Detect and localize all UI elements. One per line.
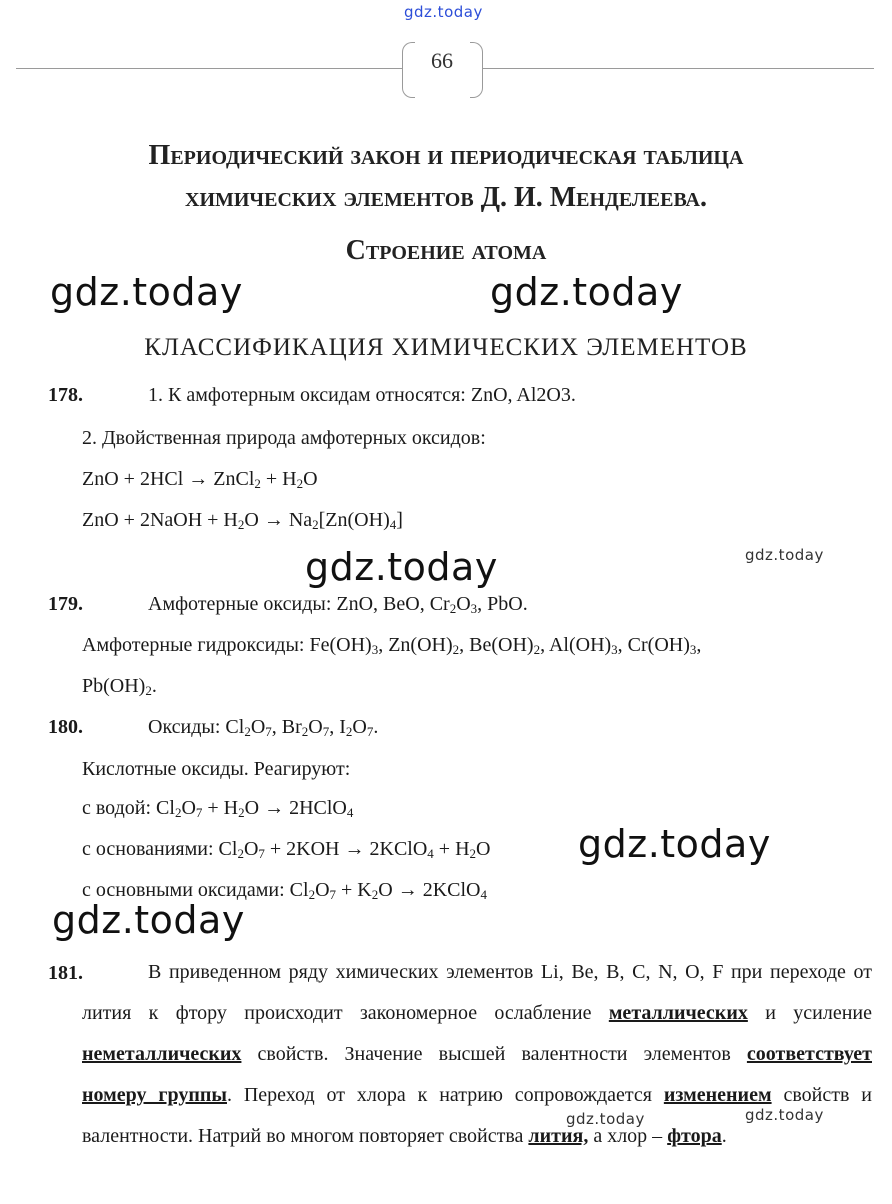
underlined-term: фтора	[667, 1125, 722, 1147]
chapter-title-line2: химических элементов Д. И. Менделеева.	[185, 182, 707, 213]
watermark: gdz.today	[50, 270, 243, 314]
chapter-title-line1: Периодический закон и периодическая таблица	[148, 140, 744, 171]
text-line: Оксиды: $Cl_2O_7$, $Br_2O_7$, $I_2O_7$.	[148, 716, 379, 739]
equation: с основными оксидами: $Cl_2O_7 + K_2O$ → 2KClO$_4$	[82, 879, 487, 902]
page-number: 66	[431, 48, 453, 73]
text-line: $Pb(OH)_2$.	[82, 675, 157, 698]
header-rule-right	[482, 68, 874, 69]
watermark: gdz.today	[745, 1106, 824, 1124]
problem-number: 181.	[48, 962, 83, 984]
watermark: gdz.today	[566, 1110, 645, 1128]
text-line: Кислотные оксиды. Реагируют:	[82, 758, 351, 780]
watermark: gdz.today	[404, 3, 483, 21]
equation: с водой: $Cl_2O_7 + H_2O$ → 2HClO$_4$	[82, 797, 354, 820]
watermark: gdz.today	[52, 898, 245, 942]
equation: с основаниями: $Cl_2O_7 + 2KOH$ → 2KClO$_4$ + $H_2O$	[82, 838, 491, 861]
problem-number: 180.	[48, 716, 83, 738]
underlined-term: неметаллических	[82, 1043, 242, 1065]
underlined-term: соответствует номеру группы	[82, 1043, 872, 1106]
watermark: gdz.today	[745, 546, 824, 564]
section-title: КЛАССИФИКАЦИЯ ХИМИЧЕСКИХ ЭЛЕМЕНТОВ	[144, 334, 748, 361]
underlined-term: изменением	[663, 1084, 772, 1106]
problem-number: 178.	[48, 384, 83, 406]
watermark: gdz.today	[578, 822, 771, 866]
problem-number: 179.	[48, 593, 83, 615]
watermark: gdz.today	[305, 545, 498, 589]
header-rule-left	[16, 68, 402, 69]
text-line: 2. Двойственная природа амфотерных оксидов:	[82, 427, 486, 449]
text-line: 1. К амфотерным оксидам относятся: ZnO, Al2O3.	[148, 384, 576, 406]
page-number-bracket-right	[470, 42, 483, 98]
equation: ZnO + 2HCl → ZnCl$_2$ + $H_2O$	[82, 468, 318, 491]
equation: ZnO + 2NaOH + $H_2O \to Na_2[Zn(OH)_4]$	[82, 509, 403, 532]
text-line: Амфотерные гидроксиды: $Fe(OH)_3$, $Zn(OH)_2$, $Be(OH)_2$, $Al(OH)_3$, $Cr(OH)_3$,	[82, 634, 702, 657]
watermark: gdz.today	[490, 270, 683, 314]
chapter-title-line3: Строение атома	[345, 235, 547, 266]
underlined-term: лития,	[528, 1125, 589, 1147]
paragraph: В приведенном ряду химических элементов Li, Be, B, C, N, O, F при переходе от лития к фтору происходит закономерное ослабление металлических и усиление неметаллических свойств. Значение высшей валентности элементов соответствует номеру группы. Переход от хлора к натрию сопровождается изменением свойств и валентности. Натрий во многом повторяет свойства лития, а хлор – фтора.	[82, 961, 872, 1147]
text-line: Амфотерные оксиды: ZnO, BeO, $Cr_2O_3$, PbO.	[148, 593, 528, 616]
underlined-term: металлических	[608, 1002, 748, 1024]
